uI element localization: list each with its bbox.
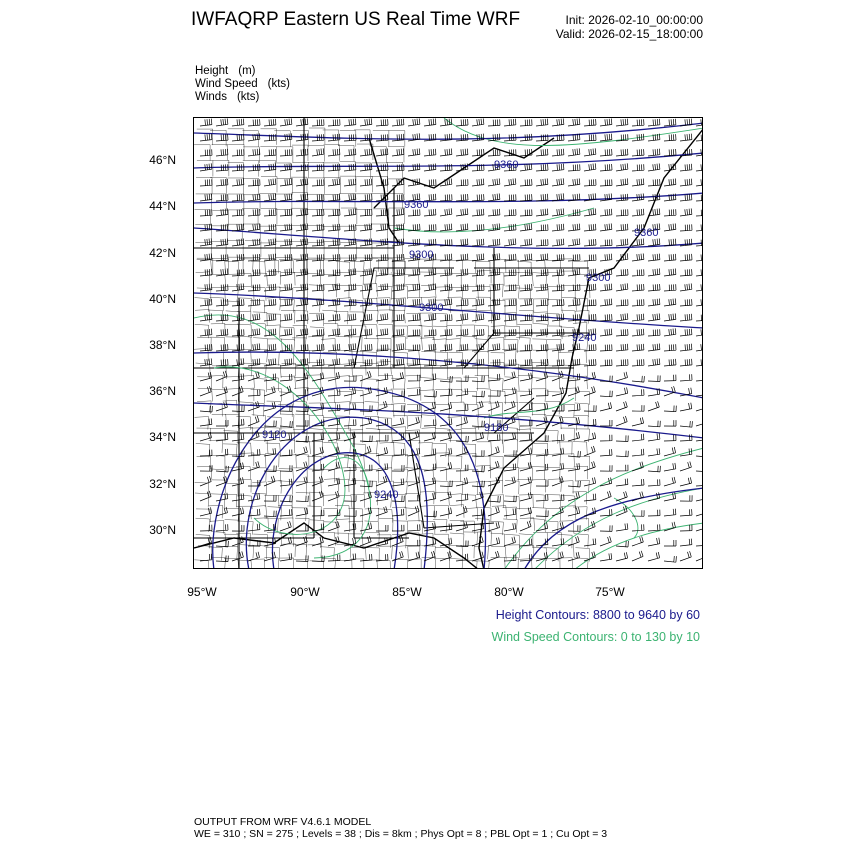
field-name: Wind Speed bbox=[195, 78, 258, 90]
field-winds bbox=[195, 91, 259, 103]
wind-contour-line bbox=[444, 118, 703, 146]
contour-label: 9240 bbox=[374, 489, 399, 501]
lat-tick-label: 38°N bbox=[149, 338, 176, 352]
barb-lines bbox=[200, 118, 703, 562]
lon-tick-label: 75°W bbox=[595, 585, 625, 599]
wind-contour-line bbox=[324, 458, 369, 488]
field-unit: (kts) bbox=[236, 91, 260, 103]
field-name: Height bbox=[195, 65, 229, 77]
lat-tick-label: 40°N bbox=[149, 292, 176, 306]
height-contour-legend: Height Contours: 8800 to 9640 by 60 bbox=[495, 608, 700, 622]
field-unit: (kts) bbox=[267, 78, 291, 90]
field-wind-speed bbox=[195, 78, 290, 90]
coastline bbox=[194, 128, 703, 569]
height-contours bbox=[194, 123, 703, 569]
contour-label: 9300 bbox=[586, 272, 611, 284]
field-unit: (m) bbox=[238, 65, 256, 77]
contour-label: 9360 bbox=[494, 159, 519, 171]
lon-tick-label: 95°W bbox=[187, 585, 217, 599]
height-contour-line bbox=[194, 193, 703, 203]
lat-tick-label: 30°N bbox=[149, 523, 176, 537]
field-height bbox=[195, 65, 256, 77]
map-canvas bbox=[194, 118, 703, 569]
lat-tick-label: 32°N bbox=[149, 477, 176, 491]
field-name: Winds bbox=[195, 91, 227, 103]
contour-label: 9120 bbox=[262, 429, 287, 441]
wind-contour-legend: Wind Speed Contours: 0 to 130 by 10 bbox=[491, 630, 700, 644]
lon-tick-label: 90°W bbox=[290, 585, 320, 599]
contour-label: 9180 bbox=[484, 422, 509, 434]
contour-label: 9300 bbox=[419, 302, 444, 314]
lon-tick-label: 85°W bbox=[392, 585, 422, 599]
contour-label: 9360 bbox=[404, 199, 429, 211]
wind-barbs bbox=[200, 118, 703, 562]
height-contour-line bbox=[272, 453, 397, 569]
lat-tick-label: 44°N bbox=[149, 199, 176, 213]
contour-label: 9360 bbox=[634, 227, 659, 239]
model-config: WE = 310 ; SN = 275 ; Levels = 38 ; Dis = 8km ; Phys Opt = 8 ; PBL Opt = 1 ; Cu Opt = 3 bbox=[194, 828, 608, 840]
lat-tick-label: 34°N bbox=[149, 430, 176, 444]
init-time: Init: 2026-02-10_00:00:00 bbox=[565, 13, 703, 27]
lat-tick-label: 36°N bbox=[149, 384, 176, 398]
map-panel bbox=[193, 117, 703, 569]
valid-time: Valid: 2026-02-15_18:00:00 bbox=[555, 27, 703, 41]
lon-tick-label: 80°W bbox=[494, 585, 524, 599]
lat-tick-label: 46°N bbox=[149, 153, 176, 167]
contour-label: 9300 bbox=[409, 249, 434, 261]
gulf-coast bbox=[194, 523, 479, 569]
great-lakes-shore bbox=[374, 138, 554, 208]
model-info: OUTPUT FROM WRF V4.6.1 MODEL bbox=[194, 816, 372, 828]
contour-label: 9240 bbox=[572, 332, 597, 344]
lat-tick-label: 42°N bbox=[149, 246, 176, 260]
map-title: IWFAQRP Eastern US Real Time WRF bbox=[191, 9, 521, 30]
wind-contour-line bbox=[574, 523, 703, 569]
